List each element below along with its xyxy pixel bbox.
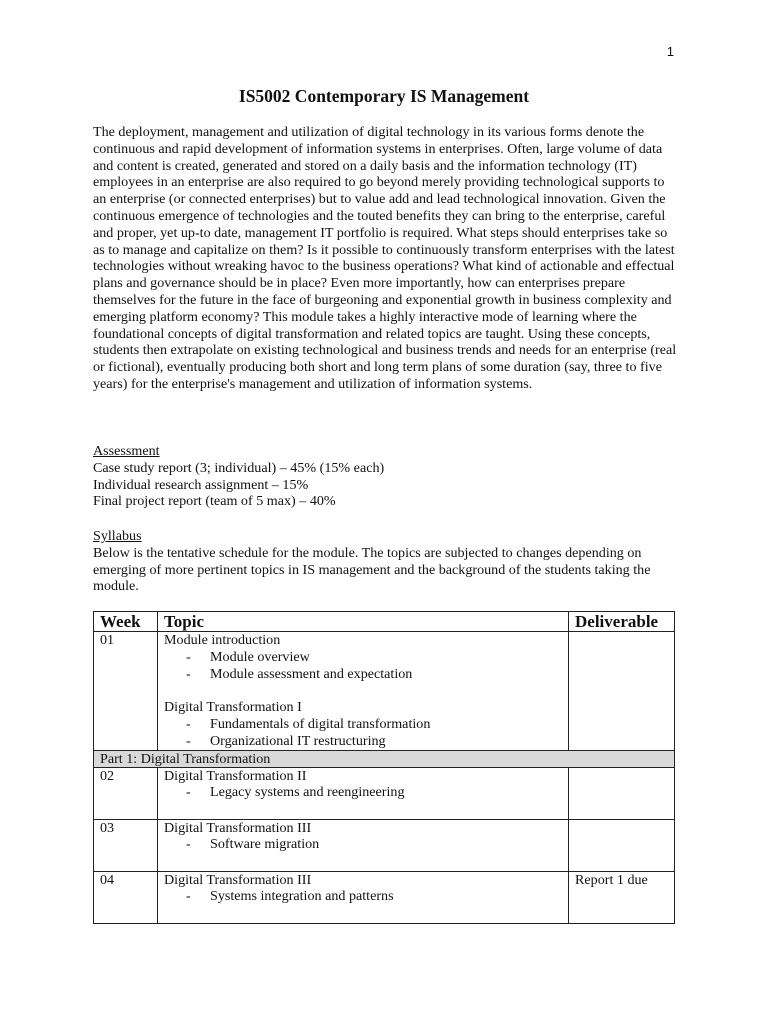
subtopic-item: - Module overview — [186, 648, 310, 665]
subtopic-item: - Systems integration and patterns — [186, 888, 394, 905]
week-cell: 01 — [94, 632, 158, 751]
topic-title: Digital Transformation I — [164, 699, 302, 716]
page-title: IS5002 Contemporary IS Management — [238, 86, 530, 106]
topic-title: Module introduction — [164, 632, 281, 648]
deliverable-cell: Report 1 due — [569, 871, 675, 923]
table-row — [94, 632, 675, 751]
assessment-heading: Assessment — [93, 443, 160, 459]
subtopic-item: - Legacy systems and reengineering — [186, 784, 405, 801]
assessment-section — [93, 443, 678, 510]
topic-cell — [158, 819, 569, 871]
table-row — [94, 767, 675, 819]
syllabus-section — [93, 528, 678, 595]
page-number: 1 — [666, 44, 674, 59]
assessment-item: Individual research assignment – 15% — [93, 476, 309, 493]
intro-paragraph — [93, 124, 678, 393]
dash-marker: - — [186, 888, 191, 905]
topic-cell — [158, 767, 569, 819]
dash-marker: - — [186, 715, 191, 732]
deliverable-cell — [569, 632, 675, 751]
syllabus-description: Below is the tentative schedule for the module. The topics are subjected to changes depending on emerging of more pertinent topics in IS management and the background of the students taking the module. — [93, 544, 651, 595]
deliverable-cell — [569, 767, 675, 819]
topic-title: Digital Transformation III — [164, 871, 312, 888]
subtopic-item: - Fundamentals of digital transformation — [186, 715, 431, 732]
dash-marker: - — [186, 648, 191, 665]
week-cell: 03 — [94, 819, 158, 871]
part-header-row — [94, 750, 675, 767]
header-deliverable: Deliverable — [569, 612, 675, 632]
header-week: Week — [94, 612, 158, 632]
week-cell: 04 — [94, 871, 158, 923]
dash-marker: - — [186, 836, 191, 853]
table-header-row — [94, 612, 675, 632]
schedule-table — [93, 611, 675, 924]
subtopic-item: - Organizational IT restructuring — [186, 732, 386, 749]
deliverable-cell — [569, 819, 675, 871]
spacer — [164, 682, 562, 699]
subtopic-item: - Software migration — [186, 836, 320, 853]
syllabus-heading: Syllabus — [93, 528, 142, 544]
topic-cell — [158, 871, 569, 923]
assessment-item: Case study report (3; individual) – 45% (15% each) — [93, 459, 385, 476]
table-row — [94, 819, 675, 871]
intro-text: The deployment, management and utilization of digital technology in its various forms denote the continuous and rapid development of information systems in enterprises. Often, large volume of data and content is created, generated and stored on a daily basis and the information technology (IT) employees in an enterprise are also required to go beyond merely providing technological supports to an enterprise (or connected enterprises) but to value add and lead technological innovation. Given the continuous emergence of technologies and the touted benefits they can bring to the enterprise, careful and proper, yet up-to date, management IT portfolio is required. What steps should enterprises take so as to manage and capitalize on them? Is it possible to continuously transform enterprises with the latest technologies without wreaking havoc to the business operations? What kind of actionable and effectual plans and governance should be in place? Even more importantly, how can enterprises prepare themselves for the future in the face of burgeoning and exponential growth in business complexity and emerging platform economy? This module takes a highly interactive mode of learning where the foundational concepts of digital transformation and related topics are taught. Using these concepts, students then extrapolate on existing technological and business trends and needs for an enterprise (real or fictional), eventually producing both short and long term plans of some duration (say, three to five years) for the enterprise's management and utilization of information systems. — [93, 124, 677, 392]
dash-marker: - — [186, 784, 191, 801]
table-row — [94, 871, 675, 923]
subtopic-item: - Module assessment and expectation — [186, 665, 413, 682]
topic-title: Digital Transformation III — [164, 819, 312, 836]
dash-marker: - — [186, 665, 191, 682]
dash-marker: - — [186, 732, 191, 749]
week-cell: 02 — [94, 767, 158, 819]
part-label: Part 1: Digital Transformation — [94, 750, 675, 767]
topic-cell — [158, 632, 569, 751]
header-topic: Topic — [158, 612, 569, 632]
assessment-item: Final project report (team of 5 max) – 40% — [93, 493, 336, 510]
topic-title: Digital Transformation II — [164, 767, 307, 784]
